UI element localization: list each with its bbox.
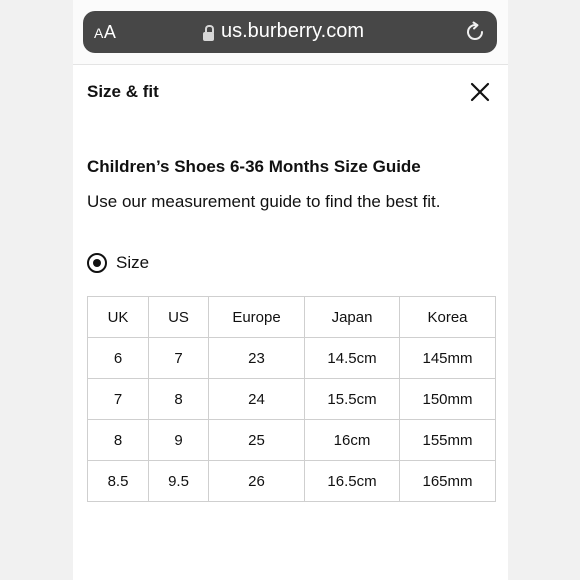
table-cell: 23 xyxy=(209,338,305,379)
table-cell: 6 xyxy=(88,338,149,379)
table-row xyxy=(88,338,496,379)
column-header-uk: UK xyxy=(88,297,149,338)
column-header-europe: Europe xyxy=(209,297,305,338)
background-left xyxy=(0,0,73,580)
table-row xyxy=(88,420,496,461)
table-cell: 7 xyxy=(88,379,149,420)
size-radio-option[interactable] xyxy=(87,253,149,273)
text-size-large-label: A xyxy=(103,22,117,42)
column-header-us: US xyxy=(149,297,209,338)
browser-toolbar xyxy=(73,0,508,65)
table-cell: 9.5 xyxy=(149,461,209,502)
address-bar[interactable] xyxy=(83,11,497,53)
radio-label: Size xyxy=(116,253,150,272)
table-cell: 9 xyxy=(149,420,209,461)
table-cell: 15.5cm xyxy=(305,379,400,420)
table-cell: 16cm xyxy=(305,420,400,461)
table-cell: 24 xyxy=(209,379,305,420)
table-row xyxy=(88,379,496,420)
text-size-button[interactable] xyxy=(94,22,116,43)
text-size-small-label: A xyxy=(94,25,104,41)
table-cell: 8 xyxy=(88,420,149,461)
background-right xyxy=(508,0,580,580)
size-table xyxy=(87,296,496,502)
table-cell: 150mm xyxy=(400,379,496,420)
table-row xyxy=(88,461,496,502)
table-cell: 145mm xyxy=(400,338,496,379)
close-icon[interactable] xyxy=(468,80,492,104)
reload-icon[interactable] xyxy=(463,20,487,49)
table-cell: 8 xyxy=(149,379,209,420)
lock-icon xyxy=(203,26,214,40)
table-header-row xyxy=(88,297,496,338)
table-cell: 16.5cm xyxy=(305,461,400,502)
url-display[interactable] xyxy=(203,20,364,43)
column-header-japan: Japan xyxy=(305,297,400,338)
table-cell: 14.5cm xyxy=(305,338,400,379)
radio-button[interactable] xyxy=(87,253,107,273)
table-cell: 165mm xyxy=(400,461,496,502)
table-cell: 7 xyxy=(149,338,209,379)
size-guide-title: Children’s Shoes 6-36 Months Size Guide xyxy=(87,157,421,176)
url-text: us.burberry.com xyxy=(221,20,365,42)
table-cell: 25 xyxy=(209,420,305,461)
table-cell: 8.5 xyxy=(88,461,149,502)
table-cell: 155mm xyxy=(400,420,496,461)
table-cell: 26 xyxy=(209,461,305,502)
phone-screen xyxy=(73,0,508,580)
column-header-korea: Korea xyxy=(400,297,496,338)
modal-title: Size & fit xyxy=(87,82,159,101)
size-guide-subtitle: Use our measurement guide to find the best fit. xyxy=(87,192,441,211)
